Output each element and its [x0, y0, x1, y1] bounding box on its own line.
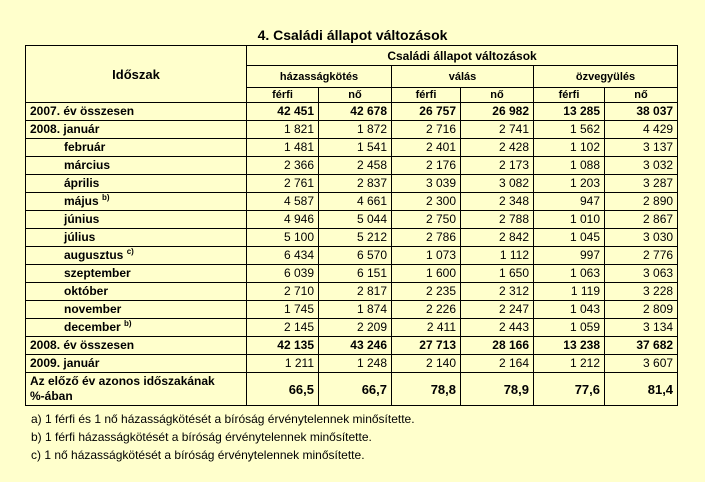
value-cell: 1 600: [392, 265, 461, 283]
table-row: [26, 337, 678, 355]
value-cell: 1 872: [319, 121, 392, 139]
value-cell: 1 212: [534, 355, 605, 373]
previous-period-percent-row: [26, 373, 678, 406]
row-label-text: 2007. év összesen: [30, 104, 135, 118]
row-label-text: 2009. január: [30, 356, 100, 370]
value-cell: 2 235: [392, 283, 461, 301]
sex-header: férfi: [534, 88, 605, 103]
row-label: [26, 139, 247, 157]
table-body: [26, 103, 678, 406]
value-cell: 13 238: [534, 337, 605, 355]
table-row: [26, 283, 678, 301]
value-cell: 27 713: [392, 337, 461, 355]
sex-header: férfi: [392, 88, 461, 103]
value-cell: 3 030: [605, 229, 678, 247]
value-cell: 1 043: [534, 301, 605, 319]
percent-cell: 78,9: [461, 373, 534, 406]
row-label: [26, 337, 247, 355]
value-cell: 1 562: [534, 121, 605, 139]
row-label: [26, 193, 247, 211]
row-label-text: október: [64, 284, 109, 298]
value-cell: 2 817: [319, 283, 392, 301]
value-cell: 26 757: [392, 103, 461, 121]
value-cell: 2 176: [392, 157, 461, 175]
row-label-text: 2008. január: [30, 122, 100, 136]
row-label: [26, 103, 247, 121]
row-label-text: június: [64, 212, 100, 226]
footnote-marker: b): [124, 319, 132, 328]
value-cell: 2 428: [461, 139, 534, 157]
value-cell: 3 607: [605, 355, 678, 373]
row-label: [26, 157, 247, 175]
footnote-b: b) 1 férfi házasságkötését a bíróság érvénytelennek minősítette.: [31, 430, 372, 444]
row-label-text: július: [64, 230, 96, 244]
row-label: [26, 319, 247, 337]
value-cell: 1 248: [319, 355, 392, 373]
value-cell: 5 212: [319, 229, 392, 247]
value-cell: 28 166: [461, 337, 534, 355]
row-label-text: február: [64, 140, 106, 154]
value-cell: 2 226: [392, 301, 461, 319]
value-cell: 1 045: [534, 229, 605, 247]
row-label: [26, 211, 247, 229]
value-cell: 1 063: [534, 265, 605, 283]
footnotes: [25, 410, 677, 464]
category-header-widowhood: özvegyülés: [534, 66, 678, 88]
value-cell: 42 135: [247, 337, 319, 355]
value-cell: 2 443: [461, 319, 534, 337]
value-cell: 997: [534, 247, 605, 265]
percent-cell: 66,7: [319, 373, 392, 406]
value-cell: 1 541: [319, 139, 392, 157]
value-cell: 2 837: [319, 175, 392, 193]
table-row: [26, 157, 678, 175]
value-cell: 37 682: [605, 337, 678, 355]
row-label-text: március: [64, 158, 111, 172]
value-cell: 5 100: [247, 229, 319, 247]
value-cell: 2 300: [392, 193, 461, 211]
table-row: [26, 355, 678, 373]
value-cell: 2 411: [392, 319, 461, 337]
value-cell: 2 716: [392, 121, 461, 139]
value-cell: 2 710: [247, 283, 319, 301]
value-cell: 1 119: [534, 283, 605, 301]
value-cell: 2 867: [605, 211, 678, 229]
percent-cell: 78,8: [392, 373, 461, 406]
row-label: [26, 301, 247, 319]
value-cell: 2 776: [605, 247, 678, 265]
row-label-text: április: [64, 176, 100, 190]
value-cell: 2 209: [319, 319, 392, 337]
row-label-text: szeptember: [64, 266, 131, 280]
value-cell: 6 039: [247, 265, 319, 283]
value-cell: 4 661: [319, 193, 392, 211]
percent-cell: 81,4: [605, 373, 678, 406]
group-header: Családi állapot változások: [247, 46, 678, 66]
table-row: [26, 229, 678, 247]
value-cell: 5 044: [319, 211, 392, 229]
value-cell: 2 788: [461, 211, 534, 229]
row-label-line1: Az előző év azonos időszakának: [30, 374, 215, 388]
category-header-divorce: válás: [392, 66, 534, 88]
table-row: [26, 103, 678, 121]
row-label: [26, 355, 247, 373]
value-cell: 2 366: [247, 157, 319, 175]
row-label: [26, 373, 247, 406]
table-row: [26, 121, 678, 139]
value-cell: 1 821: [247, 121, 319, 139]
value-cell: 1 874: [319, 301, 392, 319]
value-cell: 2 761: [247, 175, 319, 193]
value-cell: 2 842: [461, 229, 534, 247]
row-label-text: május: [64, 194, 99, 208]
value-cell: 1 010: [534, 211, 605, 229]
table-title: 4. Családi állapot változások: [257, 27, 448, 43]
table-row: [26, 193, 678, 211]
value-cell: 1 059: [534, 319, 605, 337]
data-table: [25, 45, 678, 406]
table-row: [26, 247, 678, 265]
value-cell: 1 112: [461, 247, 534, 265]
value-cell: 42 451: [247, 103, 319, 121]
value-cell: 1 073: [392, 247, 461, 265]
value-cell: 2 890: [605, 193, 678, 211]
value-cell: 42 678: [319, 103, 392, 121]
value-cell: 1 102: [534, 139, 605, 157]
value-cell: 2 750: [392, 211, 461, 229]
row-label: [26, 247, 247, 265]
value-cell: 4 587: [247, 193, 319, 211]
footnote-marker: b): [102, 193, 110, 202]
row-label-text: december: [64, 320, 121, 334]
row-label: [26, 265, 247, 283]
percent-cell: 77,6: [534, 373, 605, 406]
table-row: [26, 265, 678, 283]
value-cell: 1 650: [461, 265, 534, 283]
row-label: [26, 175, 247, 193]
sex-header: nő: [605, 88, 678, 103]
table-row: [26, 301, 678, 319]
value-cell: 3 032: [605, 157, 678, 175]
value-cell: 1 088: [534, 157, 605, 175]
table-row: [26, 139, 678, 157]
value-cell: 2 809: [605, 301, 678, 319]
value-cell: 6 570: [319, 247, 392, 265]
value-cell: 43 246: [319, 337, 392, 355]
value-cell: 2 348: [461, 193, 534, 211]
sex-header: nő: [319, 88, 392, 103]
value-cell: 3 063: [605, 265, 678, 283]
value-cell: 2 786: [392, 229, 461, 247]
value-cell: 947: [534, 193, 605, 211]
table-row: [26, 175, 678, 193]
value-cell: 2 401: [392, 139, 461, 157]
value-cell: 1 745: [247, 301, 319, 319]
footnote-a: a) 1 férfi és 1 nő házasságkötését a bíróság érvénytelennek minősítette.: [31, 412, 415, 426]
table-row: [26, 319, 678, 337]
value-cell: 38 037: [605, 103, 678, 121]
value-cell: 3 287: [605, 175, 678, 193]
row-label-text: november: [64, 302, 122, 316]
value-cell: 1 203: [534, 175, 605, 193]
value-cell: 1 481: [247, 139, 319, 157]
row-label-text: augusztus: [64, 248, 124, 262]
value-cell: 3 137: [605, 139, 678, 157]
value-cell: 13 285: [534, 103, 605, 121]
value-cell: 2 164: [461, 355, 534, 373]
value-cell: 4 429: [605, 121, 678, 139]
row-label-text: 2008. év összesen: [30, 338, 135, 352]
sex-header: férfi: [247, 88, 319, 103]
row-label-line2: %-ában: [30, 389, 73, 403]
value-cell: 3 228: [605, 283, 678, 301]
row-label: [26, 229, 247, 247]
value-cell: 26 982: [461, 103, 534, 121]
sex-header: nő: [461, 88, 534, 103]
footnote-marker: c): [126, 247, 134, 256]
value-cell: 4 946: [247, 211, 319, 229]
value-cell: 3 134: [605, 319, 678, 337]
table-row: [26, 211, 678, 229]
value-cell: 3 082: [461, 175, 534, 193]
value-cell: 2 312: [461, 283, 534, 301]
value-cell: 2 247: [461, 301, 534, 319]
value-cell: 2 145: [247, 319, 319, 337]
footnote-c: c) 1 nő házasságkötését a bíróság érvénytelennek minősítette.: [31, 448, 365, 462]
value-cell: 2 140: [392, 355, 461, 373]
row-label: [26, 283, 247, 301]
value-cell: 1 211: [247, 355, 319, 373]
category-header-marriage: házasságkötés: [247, 66, 392, 88]
row-label: [26, 121, 247, 139]
period-header: Időszak: [26, 46, 247, 103]
value-cell: 2 458: [319, 157, 392, 175]
value-cell: 2 173: [461, 157, 534, 175]
value-cell: 6 151: [319, 265, 392, 283]
percent-cell: 66,5: [247, 373, 319, 406]
value-cell: 3 039: [392, 175, 461, 193]
value-cell: 2 741: [461, 121, 534, 139]
value-cell: 6 434: [247, 247, 319, 265]
